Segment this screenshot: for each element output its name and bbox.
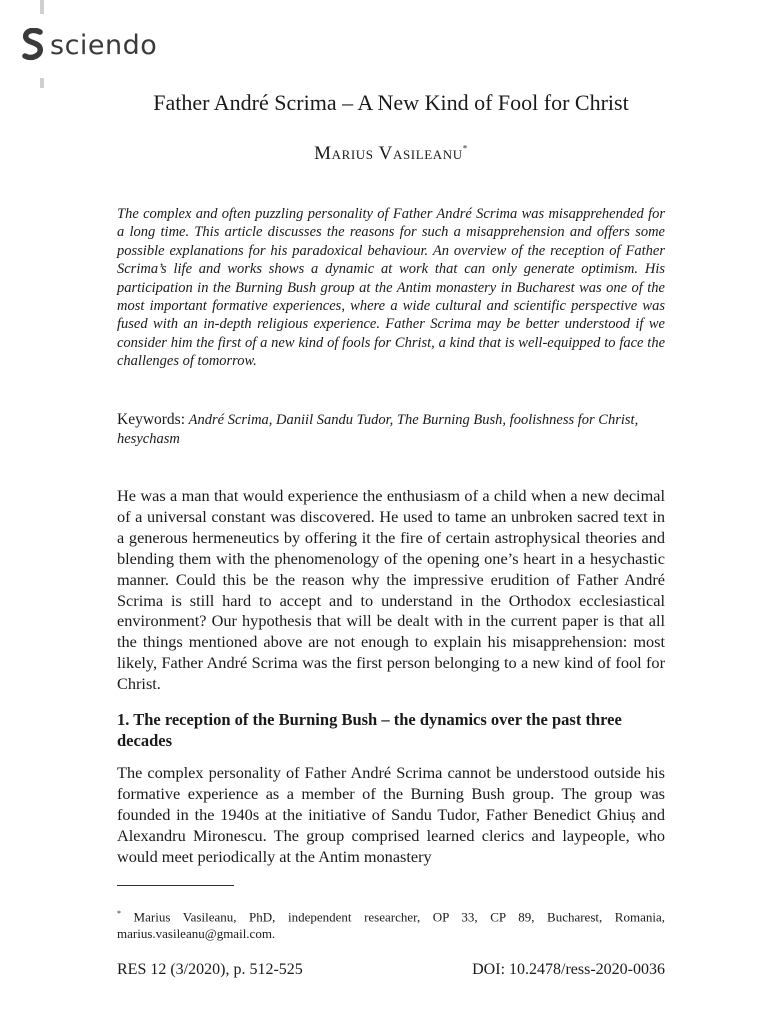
- citation-info: RES 12 (3/2020), p. 512-525: [117, 961, 303, 978]
- author-line: [0, 143, 768, 165]
- author-footnote-marker: *: [462, 143, 468, 154]
- footnote-divider: [117, 885, 234, 886]
- author-name: Marius Vasileanu: [314, 143, 463, 164]
- publisher-logo: [22, 28, 157, 62]
- section-paragraph: The complex personality of Father André Scrima cannot be understood outside his formative experience as a member of the Burning Bush group. The group was founded in the 1940s at the initiative of Sandu Tudor, Father Benedict Ghiuș and Alexandru Mironescu. The group comprised learned clerics and laypeople, who would meet periodically at the Antim monastery: [117, 763, 665, 866]
- abstract: The complex and often puzzling personality of Father André Scrima was misapprehended for a long time. This article discusses the reasons for such a misapprehension and offers some possible explanations for his paradoxical behaviour. An overview of the reception of Father Scrima’s life and works shows a dynamic at work that can only generate optimism. His participation in the Burning Bush group at the Antim monastery in Bucharest was one of the most important formative experiences, where a wide cultural and scientific perspective was fused with an in-depth religious experience. Father Scrima may be better understood if we consider him the first of a new kind of fools for Christ, a kind that is well-equipped to face the challenges of tomorrow.: [117, 206, 665, 370]
- keywords-text: André Scrima, Daniil Sandu Tudor, The Burning Bush, foolishness for Christ, hesychasm: [117, 412, 639, 447]
- section-heading: 1. The reception of the Burning Bush – the dynamics over the past three decades: [117, 710, 622, 750]
- intro-paragraph: He was a man that would experience the enthusiasm of a child when a new decimal of a universal constant was discovered. He used to tame an unbroken sacred text in a generous hermeneutics by offering it the fire of certain astrophysical theories and blending them with the phenomenology of the opening one’s heart in a hesychastic manner. Could this be the reason why the impressive erudition of Father André Scrima is still hard to accept and to understand in the Orthodox ecclesiastical environment? Our hypothesis that will be dealt with in the current paper is that all the things mentioned above are not enough to explain his misapprehension: most likely, Father André Scrima was the first person belonging to a new kind of fool for Christ.: [117, 486, 665, 694]
- doi-link[interactable]: DOI: 10.2478/ress-2020-0036: [472, 961, 665, 978]
- footnote: [117, 906, 665, 942]
- keywords-label: Keywords:: [117, 411, 186, 428]
- crop-mark-left: [40, 78, 44, 88]
- footnote-marker: *: [117, 909, 121, 918]
- logo-text: sciendo: [50, 29, 158, 61]
- keywords: [117, 410, 665, 449]
- crop-mark-top: [40, 0, 44, 14]
- article-title: Father André Scrima – A New Kind of Fool for Christ: [153, 90, 629, 115]
- sciendo-s-icon: [22, 28, 44, 62]
- footnote-text: Marius Vasileanu, PhD, independent researcher, OP 33, CP 89, Bucharest, Romania, marius.vasileanu@gmail.com.: [117, 909, 665, 941]
